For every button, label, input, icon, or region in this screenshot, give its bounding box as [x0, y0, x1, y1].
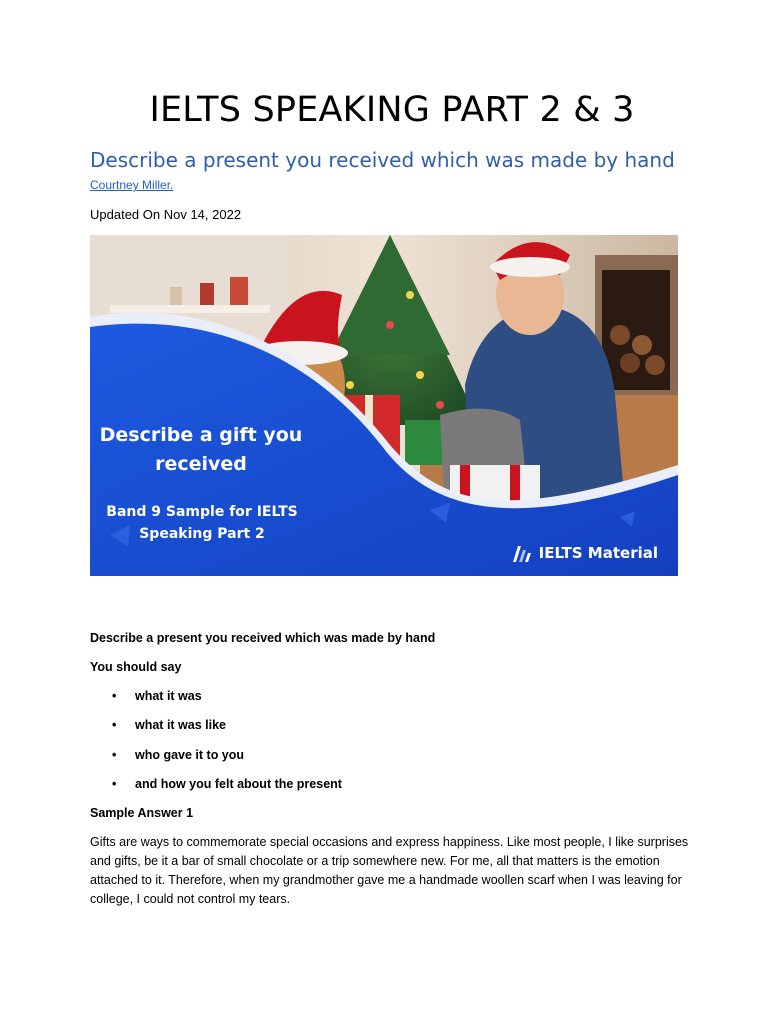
list-item: • what it was — [112, 689, 342, 718]
question-bullet-list — [112, 689, 342, 806]
brand-logo — [513, 544, 658, 562]
page-title: IELTS SPEAKING PART 2 & 3 — [149, 90, 635, 130]
hero-heading-line-2: received — [155, 453, 247, 475]
hero-heading-line-1: Describe a gift you — [99, 424, 303, 446]
hero-banner-image — [90, 235, 678, 576]
brand-name: IELTS Material — [538, 544, 658, 562]
list-item: • and how you felt about the present — [112, 777, 342, 806]
hero-subheading — [94, 501, 310, 545]
hero-heading — [90, 421, 312, 479]
sample-answer-title: Sample Answer 1 — [90, 806, 194, 820]
list-item: • what it was like — [112, 718, 342, 747]
question-prompt: You should say — [90, 660, 182, 674]
question-title: Describe a present you received which was made by hand — [90, 631, 436, 645]
article-subtitle: Describe a present you received which was made by hand — [90, 148, 675, 172]
hero-subheading-line-1: Band 9 Sample for IELTS — [106, 504, 298, 520]
sample-answer-paragraph: Gifts are ways to commemorate special occasions and express happiness. Like most people, I like surprises and gifts, be it a bar of small chocolate or a trip somewhere new. For me, all that matters is the emotion attached to it. Therefore, when my grandmother gave me a handmade woollen scarf when I was leaving for college, I could not control my tears. — [90, 835, 689, 906]
list-item: • who gave it to you — [112, 748, 342, 777]
author-link[interactable]: Courtney Miller. — [90, 178, 174, 192]
hero-subheading-line-2: Speaking Part 2 — [139, 526, 265, 542]
updated-date: Updated On Nov 14, 2022 — [90, 207, 242, 222]
ielts-material-logo-icon — [513, 544, 533, 562]
